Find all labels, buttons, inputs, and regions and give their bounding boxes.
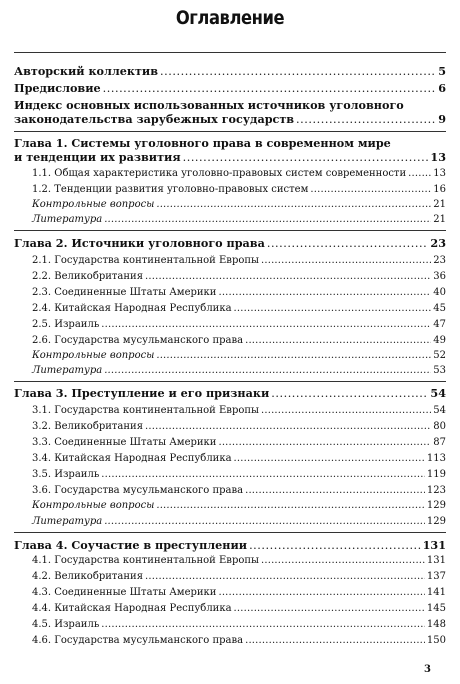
toc-entry-chapter-3[interactable] <box>14 386 446 400</box>
toc-entry-3-1[interactable] <box>32 405 446 416</box>
separator <box>14 230 446 231</box>
dot-leader <box>261 255 431 266</box>
entry-page: 148 <box>426 619 446 630</box>
dot-leader <box>245 635 425 646</box>
page-number: 3 <box>424 664 431 675</box>
entry-label: и тенденции их развития <box>14 150 181 164</box>
dot-leader <box>296 113 436 126</box>
dot-leader <box>101 319 431 330</box>
toc-entry-2-6[interactable] <box>32 335 446 346</box>
entry-page: 47 <box>433 319 446 330</box>
toc-entry-4-1[interactable] <box>32 555 446 566</box>
entry-page: 123 <box>426 485 446 496</box>
dot-leader <box>249 539 421 552</box>
entry-page: 131 <box>422 538 446 552</box>
entry-label: 2.2. Великобритания <box>32 271 144 282</box>
toc-entry-2-2[interactable] <box>32 271 446 282</box>
toc-entry-literature-2[interactable] <box>32 365 446 376</box>
entry-page: 80 <box>433 421 446 432</box>
toc-entry-2-5[interactable] <box>32 319 446 330</box>
entry-page: 36 <box>433 271 446 282</box>
dot-leader <box>245 485 425 496</box>
entry-label: 2.3. Соединенные Штаты Америки <box>32 287 217 298</box>
dot-leader <box>103 82 437 95</box>
toc-entry-chapter-4[interactable] <box>14 538 446 552</box>
entry-label: 3.6. Государства мусульманского права <box>32 485 244 496</box>
entry-label: 3.5. Израиль <box>32 469 100 480</box>
dot-leader <box>234 453 425 464</box>
dot-leader <box>156 500 425 511</box>
entry-page: 129 <box>426 500 446 511</box>
dot-leader <box>145 571 425 582</box>
toc-entry-authors[interactable] <box>14 64 446 78</box>
entry-page: 145 <box>426 603 446 614</box>
dot-leader <box>234 303 432 314</box>
toc-entry-1-1[interactable] <box>32 168 446 179</box>
toc-entry-chapter-2[interactable] <box>14 236 446 250</box>
entry-label: 2.1. Государства континентальной Европы <box>32 255 259 266</box>
dot-leader <box>261 555 425 566</box>
entry-page: 40 <box>433 287 446 298</box>
dot-leader <box>101 619 425 630</box>
entry-label: Литература <box>32 214 103 225</box>
entry-label-line1: Индекс основных использованных источников уголовного <box>14 98 404 112</box>
entry-page: 13 <box>430 150 446 164</box>
toc-entry-questions-1[interactable] <box>32 199 446 210</box>
entry-page: 150 <box>426 635 446 646</box>
toc-entry-3-6[interactable] <box>32 485 446 496</box>
toc-entry-questions-2[interactable] <box>32 350 446 361</box>
entry-page: 23 <box>433 255 446 266</box>
dot-leader <box>234 603 425 614</box>
separator <box>14 131 446 132</box>
toc-entry-4-2[interactable] <box>32 571 446 582</box>
entry-page: 87 <box>433 437 446 448</box>
entry-label: Контрольные вопросы <box>32 500 155 511</box>
entry-page: 9 <box>438 112 446 126</box>
dot-leader <box>267 237 429 250</box>
entry-label: 3.4. Китайская Народная Республика <box>32 453 232 464</box>
dot-leader <box>160 65 436 78</box>
entry-label: Контрольные вопросы <box>32 350 155 361</box>
entry-page: 45 <box>433 303 446 314</box>
entry-page: 119 <box>426 469 446 480</box>
entry-label: законодательства зарубежных государств <box>14 112 295 126</box>
dot-leader <box>218 587 424 598</box>
entry-page: 141 <box>426 587 446 598</box>
separator <box>14 52 446 53</box>
dot-leader <box>156 350 431 361</box>
entry-page: 137 <box>426 571 446 582</box>
entry-label: Глава 3. Преступление и его признаки <box>14 386 270 400</box>
entry-label: 2.5. Израиль <box>32 319 100 330</box>
dot-leader <box>183 151 429 164</box>
toc-entry-4-5[interactable] <box>32 619 446 630</box>
dot-leader <box>104 365 431 376</box>
entry-label: 1.1. Общая характеристика уголовно-правовых систем современности <box>32 168 407 179</box>
entry-label: 2.4. Китайская Народная Республика <box>32 303 232 314</box>
entry-label: 3.3. Соединенные Штаты Америки <box>32 437 217 448</box>
entry-page: 129 <box>426 516 446 527</box>
toc-entry-2-4[interactable] <box>32 303 446 314</box>
entry-page: 16 <box>433 184 446 195</box>
entry-label: Литература <box>32 365 103 376</box>
dot-leader <box>104 516 425 527</box>
toc-entry-2-3[interactable] <box>32 287 446 298</box>
dot-leader <box>271 387 428 400</box>
dot-leader <box>310 184 431 195</box>
dot-leader <box>261 405 431 416</box>
entry-label: Глава 4. Соучастие в преступлении <box>14 538 248 552</box>
toc-entry-3-2[interactable] <box>32 421 446 432</box>
entry-page: 54 <box>433 405 446 416</box>
toc-entry-preface[interactable] <box>14 81 446 95</box>
entry-label: Глава 2. Источники уголовного права <box>14 236 265 250</box>
entry-page: 6 <box>438 81 446 95</box>
toc-entry-literature-3[interactable] <box>32 516 446 527</box>
toc-entry-3-4[interactable] <box>32 453 446 464</box>
entry-label: Авторский коллектив <box>14 64 159 78</box>
toc-entry-2-1[interactable] <box>32 255 446 266</box>
entry-label: 1.2. Тенденции развития уголовно-правовых систем <box>32 184 309 195</box>
dot-leader <box>218 287 431 298</box>
entry-label: Литература <box>32 516 103 527</box>
entry-label: 4.6. Государства мусульманского права <box>32 635 244 646</box>
entry-page: 21 <box>433 214 446 225</box>
dot-leader <box>145 421 431 432</box>
toc-entry-questions-3[interactable] <box>32 500 446 511</box>
entry-page: 13 <box>433 168 446 179</box>
entry-label: 3.2. Великобритания <box>32 421 144 432</box>
entry-label: 2.6. Государства мусульманского права <box>32 335 244 346</box>
toc-entry-4-3[interactable] <box>32 587 446 598</box>
dot-leader <box>408 168 431 179</box>
dot-leader <box>101 469 425 480</box>
entry-page: 131 <box>426 555 446 566</box>
dot-leader <box>145 271 431 282</box>
toc-entry-4-6[interactable] <box>32 635 446 646</box>
entry-label: 4.2. Великобритания <box>32 571 144 582</box>
separator <box>14 381 446 382</box>
entry-label-line1: Глава 1. Системы уголовного права в современном мире <box>14 136 391 150</box>
toc-entry-3-3[interactable] <box>32 437 446 448</box>
entry-page: 49 <box>433 335 446 346</box>
entry-page: 23 <box>430 236 446 250</box>
toc-entry-literature-1[interactable] <box>32 214 446 225</box>
toc-entry-chapter-1[interactable] <box>14 136 446 164</box>
dot-leader <box>245 335 431 346</box>
entry-page: 113 <box>426 453 446 464</box>
toc-title: Оглавление <box>175 7 285 29</box>
toc-entry-4-4[interactable] <box>32 603 446 614</box>
dot-leader <box>104 214 431 225</box>
dot-leader <box>218 437 431 448</box>
separator <box>14 532 446 533</box>
entry-label: Контрольные вопросы <box>32 199 155 210</box>
entry-page: 53 <box>433 365 446 376</box>
entry-label: 4.3. Соединенные Штаты Америки <box>32 587 217 598</box>
entry-label: Предисловие <box>14 81 101 95</box>
entry-label: 4.1. Государства континентальной Европы <box>32 555 259 566</box>
entry-page: 54 <box>430 386 446 400</box>
entry-label: 3.1. Государства континентальной Европы <box>32 405 259 416</box>
dot-leader <box>156 199 431 210</box>
entry-label: 4.5. Израиль <box>32 619 100 630</box>
entry-page: 52 <box>433 350 446 361</box>
toc-entry-3-5[interactable] <box>32 469 446 480</box>
entry-page: 5 <box>438 64 446 78</box>
entry-label: 4.4. Китайская Народная Республика <box>32 603 232 614</box>
toc-entry-index[interactable] <box>14 98 446 126</box>
entry-page: 21 <box>433 199 446 210</box>
toc-entry-1-2[interactable] <box>32 184 446 195</box>
